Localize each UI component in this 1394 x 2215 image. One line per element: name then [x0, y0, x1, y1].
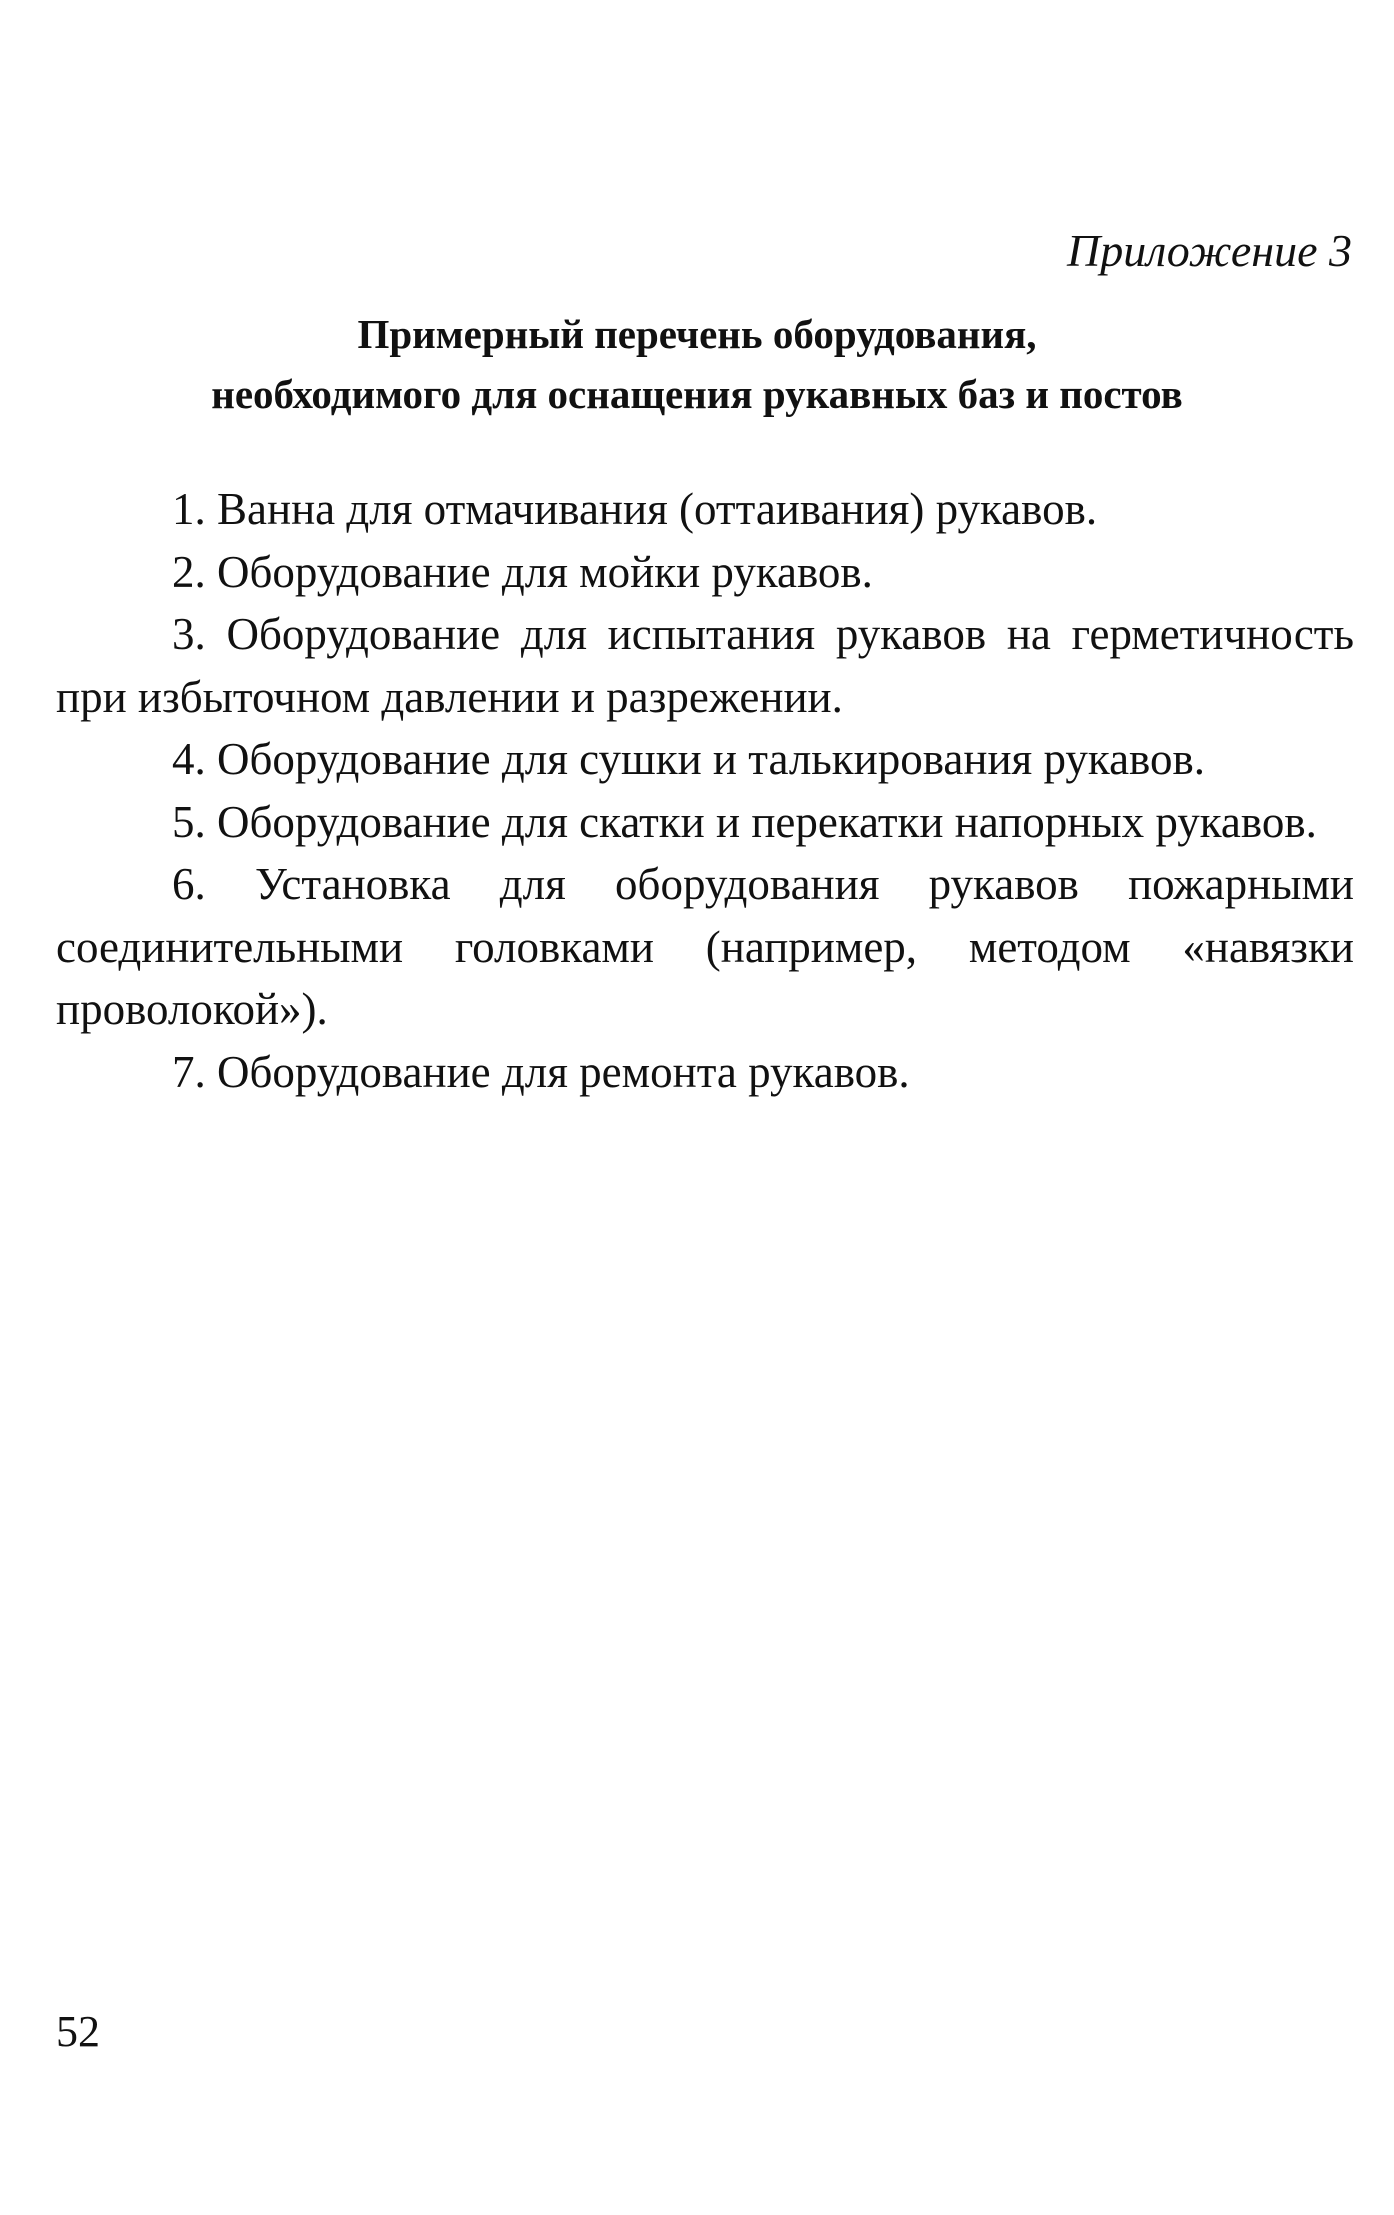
title-line-1: Примерный перечень оборудования,	[357, 311, 1037, 357]
item-text: Оборудование для ремонта рукавов.	[217, 1046, 910, 1097]
page-number: 52	[56, 2007, 100, 2056]
item-text: Оборудование для мойки рукавов.	[217, 546, 873, 597]
item-text: Оборудование для испытания рукавов на герметичность при избыточном давлении и разрежении.	[56, 609, 1354, 722]
appendix-label: Приложение 3	[1066, 225, 1352, 276]
item-number: 7.	[172, 1046, 206, 1097]
item-text: Ванна для отмачивания (оттаивания) рукавов.	[217, 484, 1098, 534]
list-item	[56, 541, 1354, 604]
list-item	[56, 1041, 1354, 1104]
list-item	[56, 791, 1354, 854]
list-item	[56, 728, 1354, 791]
list-item	[56, 478, 1354, 541]
list-item	[56, 853, 1354, 1041]
list-item	[56, 603, 1354, 728]
item-text: Оборудование для сушки и талькирования рукавов.	[217, 734, 1205, 784]
item-number: 5.	[172, 796, 206, 847]
equipment-list	[56, 478, 1354, 1103]
item-text: Оборудование для скатки и перекатки напорных рукавов.	[217, 796, 1317, 847]
item-number: 2.	[172, 546, 206, 597]
title-line-2: необходимого для оснащения рукавных баз и постов	[211, 371, 1183, 417]
item-text: Установка для оборудования рукавов пожарными соединительными головками (например, методом «навязки проволокой»).	[56, 859, 1354, 1034]
item-number: 3.	[172, 609, 206, 659]
item-number: 1.	[172, 484, 206, 534]
item-number: 6.	[172, 859, 206, 909]
item-number: 4.	[172, 734, 206, 784]
document-title	[0, 304, 1394, 424]
